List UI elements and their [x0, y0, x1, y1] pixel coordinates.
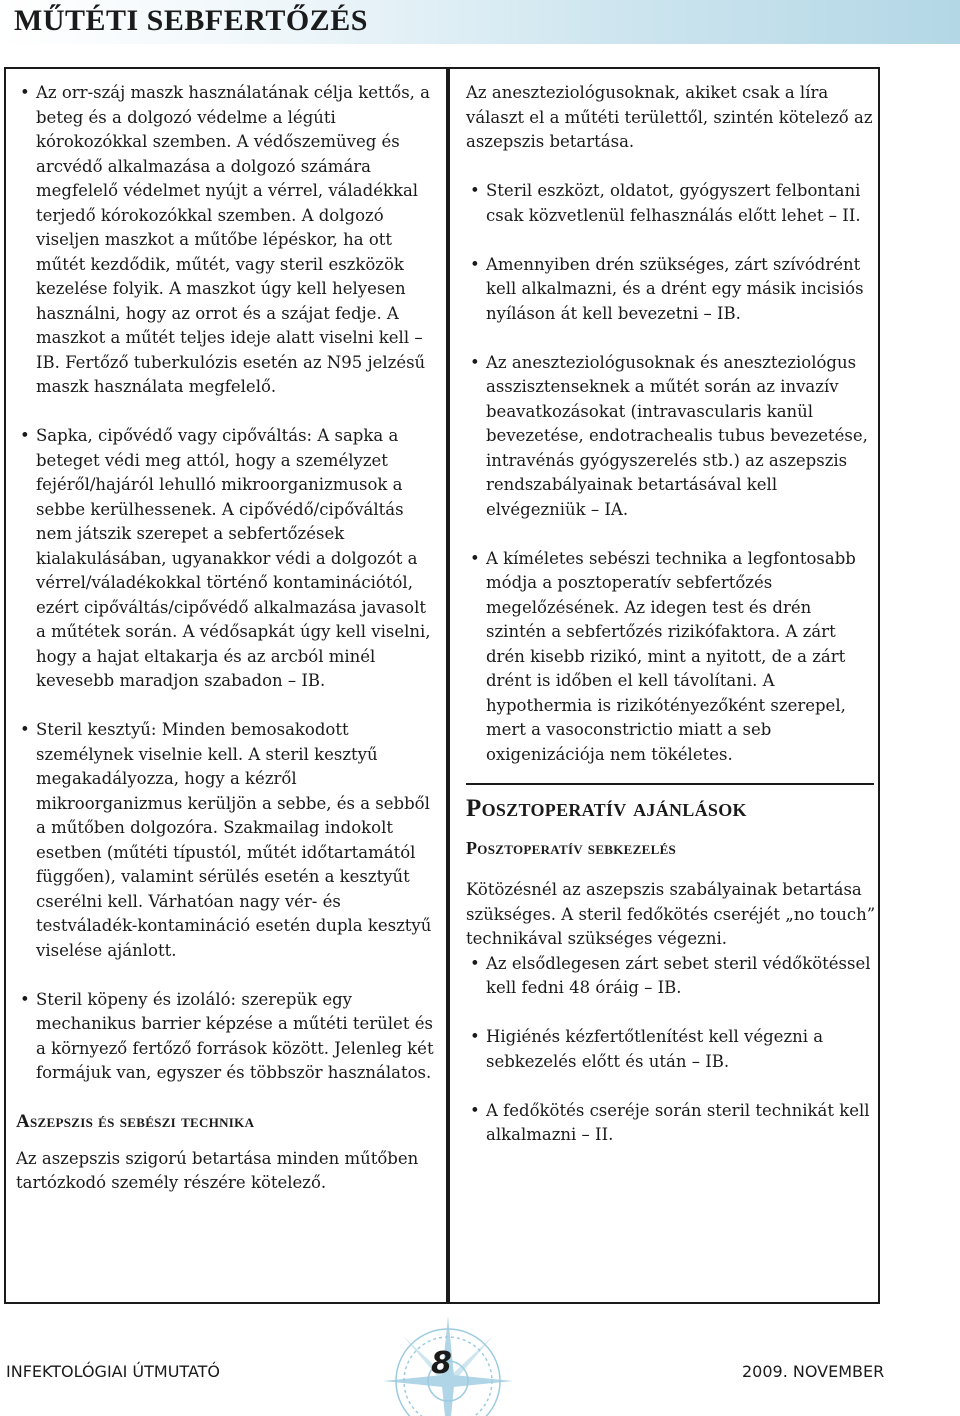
anesthesia-intro-paragraph: Az aneszteziológusoknak, akiket csak a líra választ el a műtéti területtől, szintén kötelező az aszepszis betartása. — [466, 83, 873, 151]
content-frame — [4, 67, 880, 1304]
page-header — [0, 0, 960, 44]
postop-bullet-list — [466, 952, 876, 1148]
list-item: • Steril köpeny és izoláló: szerepük egy mechanikus barrier képzése a műtéti terület és a környező fertőző források között. Jelenleg két formájuk van, egyszer és többször használatos. — [16, 988, 434, 1086]
list-item: • Az orr-száj maszk használatának célja kettős, a beteg és a dolgozó védelme a légúti kórokozókkal szemben. A védőszemüveg és arcvédő alkalmazása a dolgozó számára megfelelő védelmet nyújt a vérrel, váladékkal terjedő kórokozókkal szemben. A dolgozó viseljen maszkot a műtőbe lépéskor, ha ott műtét kezdődik, műtét, vagy steril eszközök kezelése folyik. A maszkot úgy kell helyesen használni, hogy az orrot és a szájat fedje. A maszkot a műtét teljes ideje alatt viselni kell – IB. Fertőző tuberkulózis esetén az N95 jelzésű maszk használata megfelelő. — [16, 81, 434, 400]
page-title: MŰTÉTI SEBFERTŐZÉS — [14, 4, 368, 37]
list-item: • A fedőkötés cseréje során steril technikát kell alkalmazni – II. — [466, 1099, 876, 1148]
list-item: • Az aneszteziológusoknak és aneszteziológus asszisztenseknek a műtét során az invazív beavatkozásokat (intravascularis kanül bevezetése, endotrachealis tubus bevezetése, intravénás gyógyszerelés stb.) az aszepszis rendszabályainak betartásával kell elvégezniük – IA. — [466, 351, 876, 523]
left-bullet-list — [16, 81, 434, 1086]
list-item: • A kíméletes sebészi technika a legfontosabb módja a posztoperatív sebfertőzés megelőzésének. Az idegen test és drén szintén a sebfertőzés rizikófaktora. A zárt drén kisebb rizikó, mint a nyitott, de a zárt drént is időben el kell távolítani. A hypothermia is rizikótényezőként szerepel, mert a vasoconstrictio miatt a seb oxigenizációja nem tökéletes. — [466, 547, 876, 768]
right-bullet-list — [466, 179, 876, 767]
list-item: • Sapka, cipővédő vagy cipőváltás: A sapka a beteget védi meg attól, hogy a személyzet fejéről/hajáról lehulló mikroorganizmusok a sebbe kerülhessenek. A cipővédő/cipőváltás nem játszik szerepet a sebfertőzések kialakulásában, ugyanakkor védi a dolgozót a vérrel/váladékokkal történő kontaminációtól, ezért cipőváltás/cipővédő alkalmazása javasolt a műtétek során. A védősapkát úgy kell viselni, hogy a hajat eltakarja és az arcból minél kevesebb maradjon szabadon – IB. — [16, 424, 434, 694]
list-item: • Higiénés kézfertőtlenítést kell végezni a sebkezelés előtt és után – IB. — [466, 1025, 876, 1074]
list-item: • Az elsődlegesen zárt sebet steril védőkötéssel kell fedni 48 óráig – IB. — [466, 952, 876, 1001]
footer-date: 2009. NOVEMBER — [742, 1362, 885, 1381]
section-divider — [466, 783, 874, 785]
postop-subheading: Posztoperatív sebkezelés — [466, 837, 677, 858]
asepsis-heading: Aszepszis és sebészi technika — [16, 1111, 255, 1132]
postop-paragraph: Kötözésnél az aszepszis szabályainak betartása szükséges. A steril fedőkötés cseréjét „no touch” technikával szükséges végezni. — [466, 880, 876, 948]
postop-heading: Posztoperatív ajánlások — [466, 795, 747, 822]
list-item: • Steril kesztyű: Minden bemosakodott személynek viselnie kell. A steril kesztyű megakadályozza, hogy a kézről mikroorganizmus kerüljön a sebbe, és a sebből a műtőben dolgozóra. Szakmailag indokolt esetben (műtéti típustól, műtét időtartamától függően), valamint sérülés esetén a kesztyűt cserélni kell. Várhatóan nagy vér- és testváladék-kontamináció esetén dupla kesztyű viselése ajánlott. — [16, 718, 434, 963]
page-number: 8 — [431, 1346, 452, 1381]
left-column — [16, 81, 434, 1196]
list-item: • Amennyiben drén szükséges, zárt szívódrént kell alkalmazni, és a drént egy másik incisiós nyíláson át kell bevezetni – IB. — [466, 253, 876, 327]
asepsis-paragraph: Az aszepszis szigorú betartása minden műtőben tartózkodó személy részére kötelező. — [16, 1148, 419, 1192]
list-item: • Steril eszközt, oldatot, gyógyszert felbontani csak közvetlenül felhasználás előtt lehet – II. — [466, 179, 876, 228]
footer-guide-title: INFEKTOLÓGIAI ÚTMUTATÓ — [6, 1362, 221, 1381]
right-column — [466, 81, 876, 1172]
column-divider — [446, 69, 450, 1304]
